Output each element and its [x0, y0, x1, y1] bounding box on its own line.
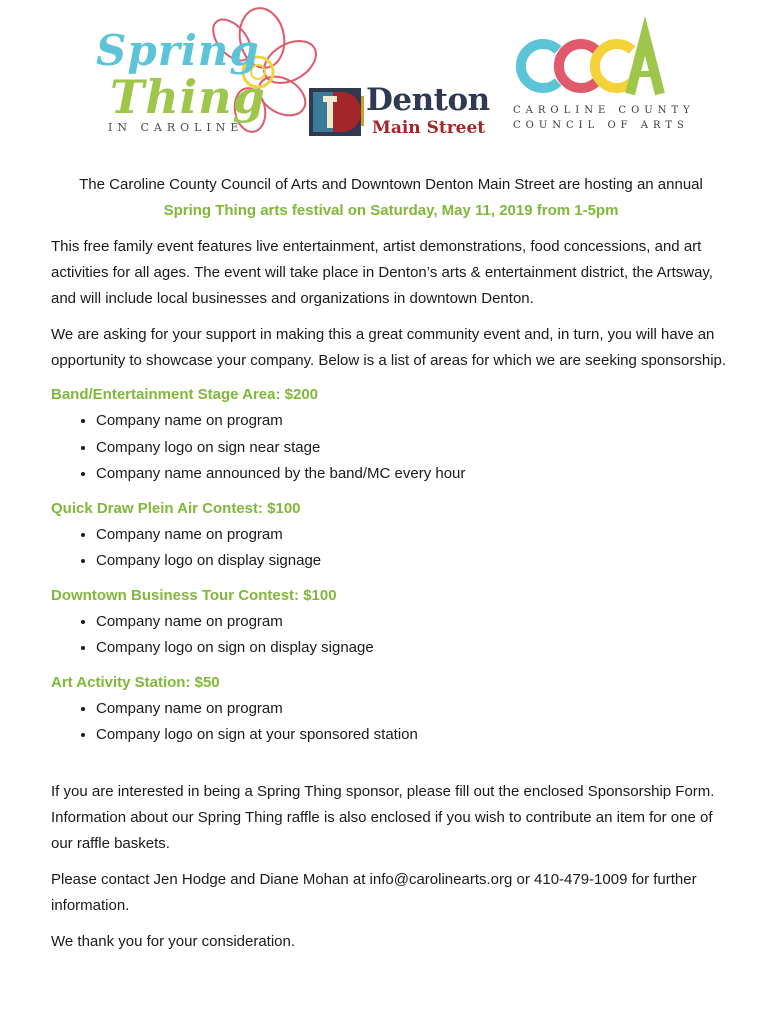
description-paragraph: This free family event features live entertainment, artist demonstrations, food concessions, and art activities for all ages. The event will take place in Denton’s arts & entertainment district, the Artsway, and will include local businesses and organizations in downtown Denton.: [51, 238, 713, 307]
sponsorship-level-title: Downtown Business Tour Contest: $100: [51, 586, 337, 604]
list-item: • Company logo on sign near stage: [96, 435, 731, 462]
ccca-logo-line2: COUNCIL OF ARTS: [513, 120, 689, 131]
request-paragraph: We are asking for your support in making this a great community event and, in turn, you will have an opportunity to showcase your company. Below is a list of areas for which we are seeking sponsorship.: [51, 326, 727, 369]
list-item: • Company logo on sign at your sponsored station: [96, 722, 731, 749]
thank-you-line: We thank you for your consideration.: [51, 932, 296, 950]
intro: [51, 172, 731, 224]
event-date-highlight: Spring Thing arts festival on Saturday, May 11, 2019 from 1-5pm: [163, 202, 619, 219]
closing-paragraph: If you are interested in being a Spring Thing sponsor, please fill out the enclosed Sponsorship Form. Information about our Spring Thing raffle is also enclosed if you wish to contribute an item for one of our raffle baskets.: [51, 782, 715, 852]
denton-logo-name: Denton: [366, 82, 490, 118]
benefits-list: [51, 609, 731, 662]
benefits-list: [51, 522, 731, 575]
list-item: • Company name announced by the band/MC every hour: [96, 461, 731, 488]
denton-mark-icon: [309, 88, 364, 136]
sponsorship-level-title: Band/Entertainment Stage Area: $200: [51, 386, 319, 403]
benefits-list: [51, 408, 731, 488]
spring-thing-logo-word1: Spring: [96, 26, 260, 75]
contact-paragraph: Please contact Jen Hodge and Diane Mohan at info@carolinearts.org or 410-479-1009 for further information.: [51, 870, 697, 914]
list-item: • Company name on program: [96, 696, 731, 723]
list-item: • Company name on program: [96, 408, 731, 435]
letter-body: [51, 172, 731, 955]
ccca-mark-icon: [521, 36, 660, 94]
list-item: • Company name on program: [96, 609, 731, 636]
list-item: • Company logo on display signage: [96, 548, 731, 575]
header-logos: [0, 0, 770, 160]
list-item: • Company name on program: [96, 522, 731, 549]
list-item: • Company logo on sign on display signage: [96, 635, 731, 662]
benefits-list: [51, 696, 731, 749]
denton-logo-tagline: Main Street: [372, 118, 486, 138]
spring-thing-logo-word2: Thing: [110, 70, 266, 124]
spring-thing-logo-subtitle: IN CAROLINE: [108, 121, 244, 134]
intro-line: The Caroline County Council of Arts and Downtown Denton Main Street are hosting an annual: [79, 176, 703, 193]
sponsorship-level-title: Quick Draw Plein Air Contest: $100: [51, 499, 301, 517]
ccca-logo-line1: CAROLINE COUNTY: [513, 105, 695, 116]
sponsorship-level-title: Art Activity Station: $50: [51, 673, 220, 691]
